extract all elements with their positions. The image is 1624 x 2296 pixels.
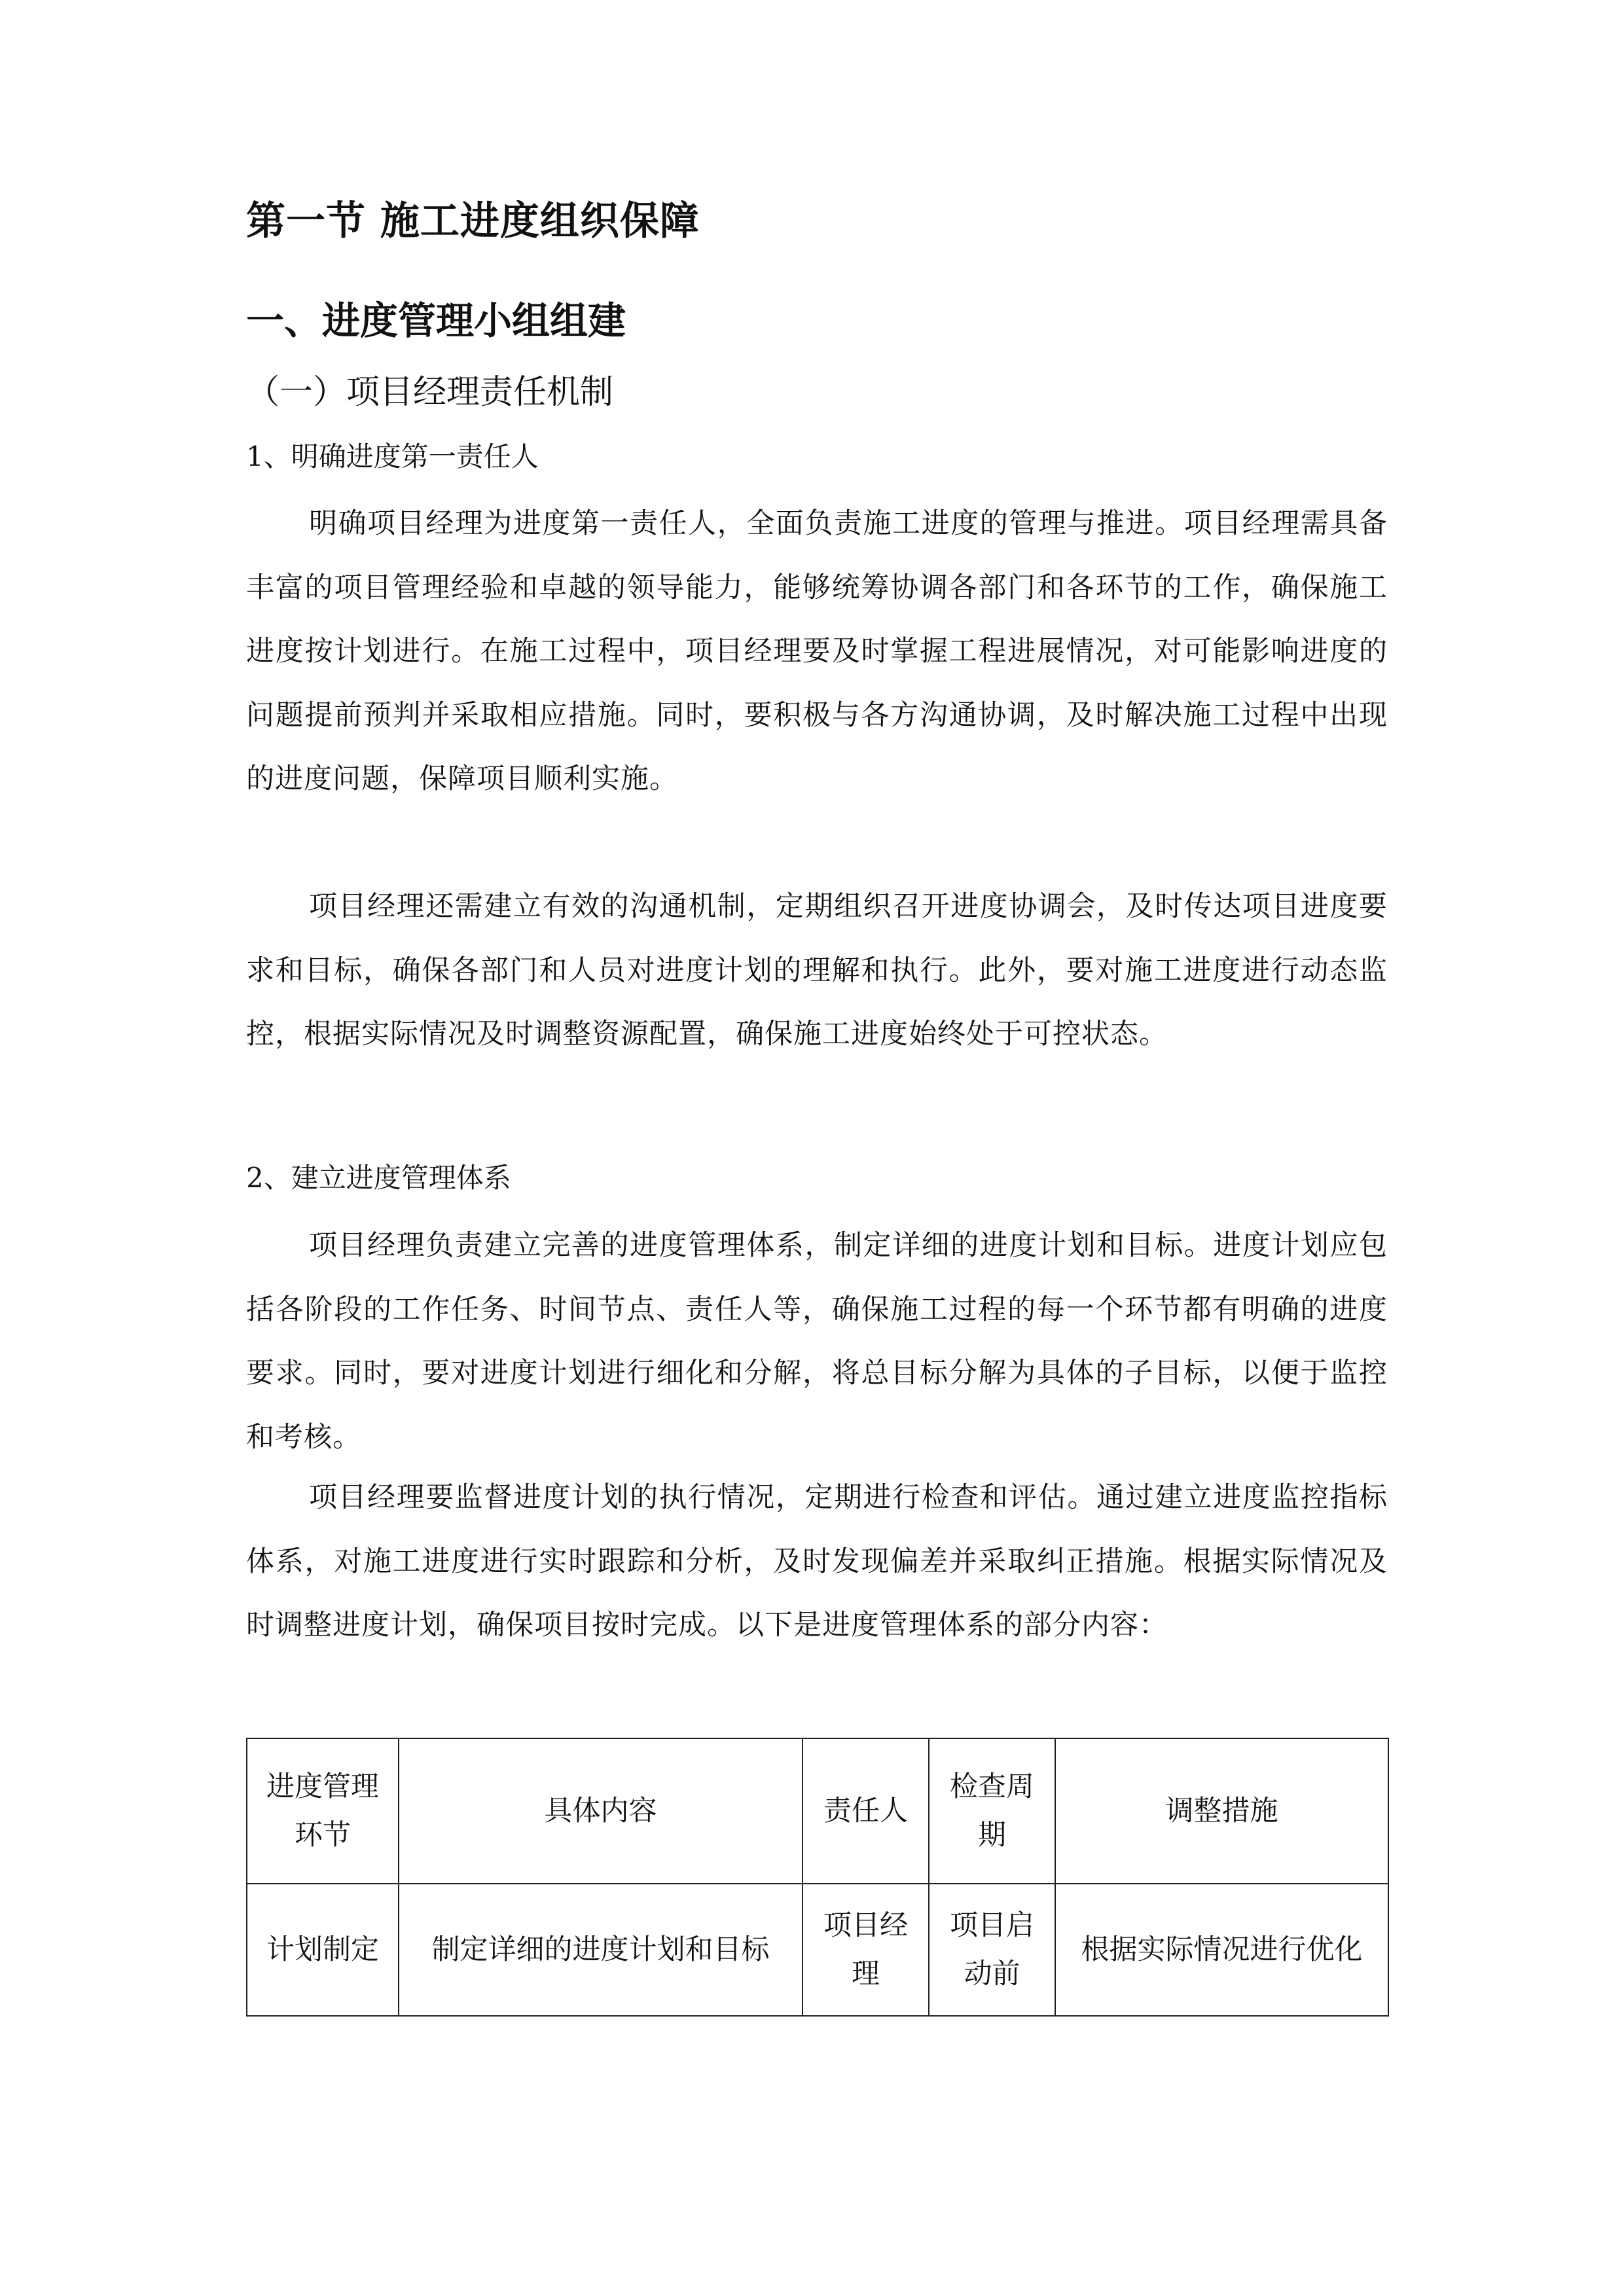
section-title: 第一节 施工进度组织保障 <box>246 198 700 244</box>
paragraph: 项目经理要监督进度计划的执行情况，定期进行检查和评估。通过建立进度监控指标体系，对施工进度进行实时跟踪和分析，及时发现偏差并采取纠正措施。根据实际情况及时调整进度计划，确保项目按时完成。以下是进度管理体系的部分内容： <box>246 1481 1388 1641</box>
table-cell: 项目启动前 <box>929 1884 1055 2016</box>
table-row <box>247 1884 1388 2016</box>
paragraph: 项目经理负责建立完善的进度管理体系，制定详细的进度计划和目标。进度计划应包括各阶段的工作任务、时间节点、责任人等，确保施工过程的每一个环节都有明确的进度要求。同时，要对进度计划进行细化和分解，将总目标分解为具体的子目标，以便于监控和考核。 <box>246 1229 1388 1454</box>
paragraph: 项目经理还需建立有效的沟通机制，定期组织召开进度协调会，及时传达项目进度要求和目标，确保各部门和人员对进度计划的理解和执行。此外，要对施工进度进行动态监控，根据实际情况及时调整资源配置，确保施工进度始终处于可控状态。 <box>246 890 1388 1050</box>
column-header: 检查周期 <box>929 1738 1055 1884</box>
chapter-title: 一、进度管理小组组建 <box>246 298 626 343</box>
table-header-row <box>247 1738 1388 1884</box>
table-cell: 计划制定 <box>247 1884 399 2016</box>
item-heading: 2、建立进度管理体系 <box>246 1162 511 1194</box>
paragraph: 明确项目经理为进度第一责任人，全面负责施工进度的管理与推进。项目经理需具备丰富的项目管理经验和卓越的领导能力，能够统筹协调各部门和各环节的工作，确保施工进度按计划进行。在施工过程中，项目经理要及时掌握工程进展情况，对可能影响进度的问题提前预判并采取相应措施。同时，要积极与各方沟通协调，及时解决施工过程中出现的进度问题，保障项目顺利实施。 <box>246 507 1388 795</box>
item-heading: 1、明确进度第一责任人 <box>246 440 539 473</box>
column-header: 调整措施 <box>1055 1738 1388 1884</box>
progress-management-table <box>246 1738 1389 2017</box>
column-header: 进度管理环节 <box>247 1738 399 1884</box>
table-cell: 根据实际情况进行优化 <box>1055 1884 1388 2016</box>
table-cell: 制定详细的进度计划和目标 <box>399 1884 803 2016</box>
table-cell: 项目经理 <box>803 1884 929 2016</box>
subsection-title: （一）项目经理责任机制 <box>246 373 614 412</box>
column-header: 具体内容 <box>399 1738 803 1884</box>
column-header: 责任人 <box>803 1738 929 1884</box>
